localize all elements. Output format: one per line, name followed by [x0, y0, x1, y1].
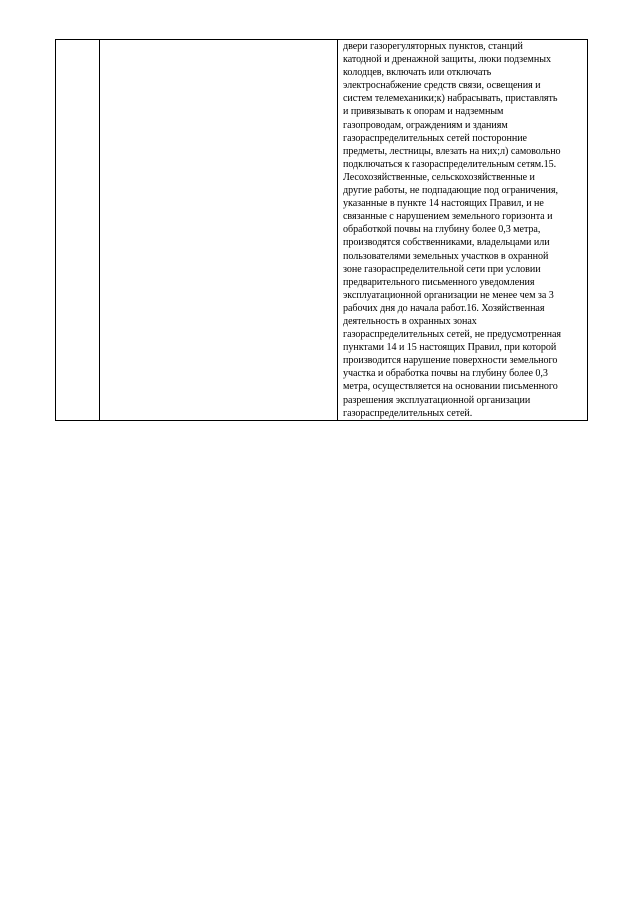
regulation-table: [55, 39, 588, 421]
regulation-text: двери газорегуляторных пунктов, станций катодной и дренажной защиты, люки подземных колодцев, включать или отключать электроснабжение средств связи, освещения и систем телемеханики;к) набрасывать, приставлять и привязывать к опорам и надземным газопроводам, ограждениям и зданиям газораспределительных сетей посторонние предметы, лестницы, влезать на них;л) самовольно подключаться к газораспределительным сетям.15. Лесохозяйственные, сельскохозяйственные и другие работы, не подпадающие под ограничения, указанные в пункте 14 настоящих Правил, и не связанные с нарушением земельного горизонта и обработкой почвы на глубину более 0,3 метра, производятся собственниками, владельцами или пользователями земельных участков в охранной зоне газораспределительной сети при условии предварительного письменного уведомления эксплуатационной организации не менее чем за 3 рабочих дня до начала работ.16. Хозяйственная деятельность в охранных зонах газораспределительных сетей, не предусмотренная пунктами 14 и 15 настоящих Правил, при которой производится нарушение поверхности земельного участка и обработка почвы на глубину более 0,3 метра, осуществляется на основании письменного разрешения эксплуатационной организации газораспределительных сетей.: [343, 41, 561, 419]
row-name-cell: [100, 40, 338, 421]
table-row: [56, 40, 588, 421]
row-number-cell: [56, 40, 100, 421]
row-content-cell: [338, 40, 588, 421]
